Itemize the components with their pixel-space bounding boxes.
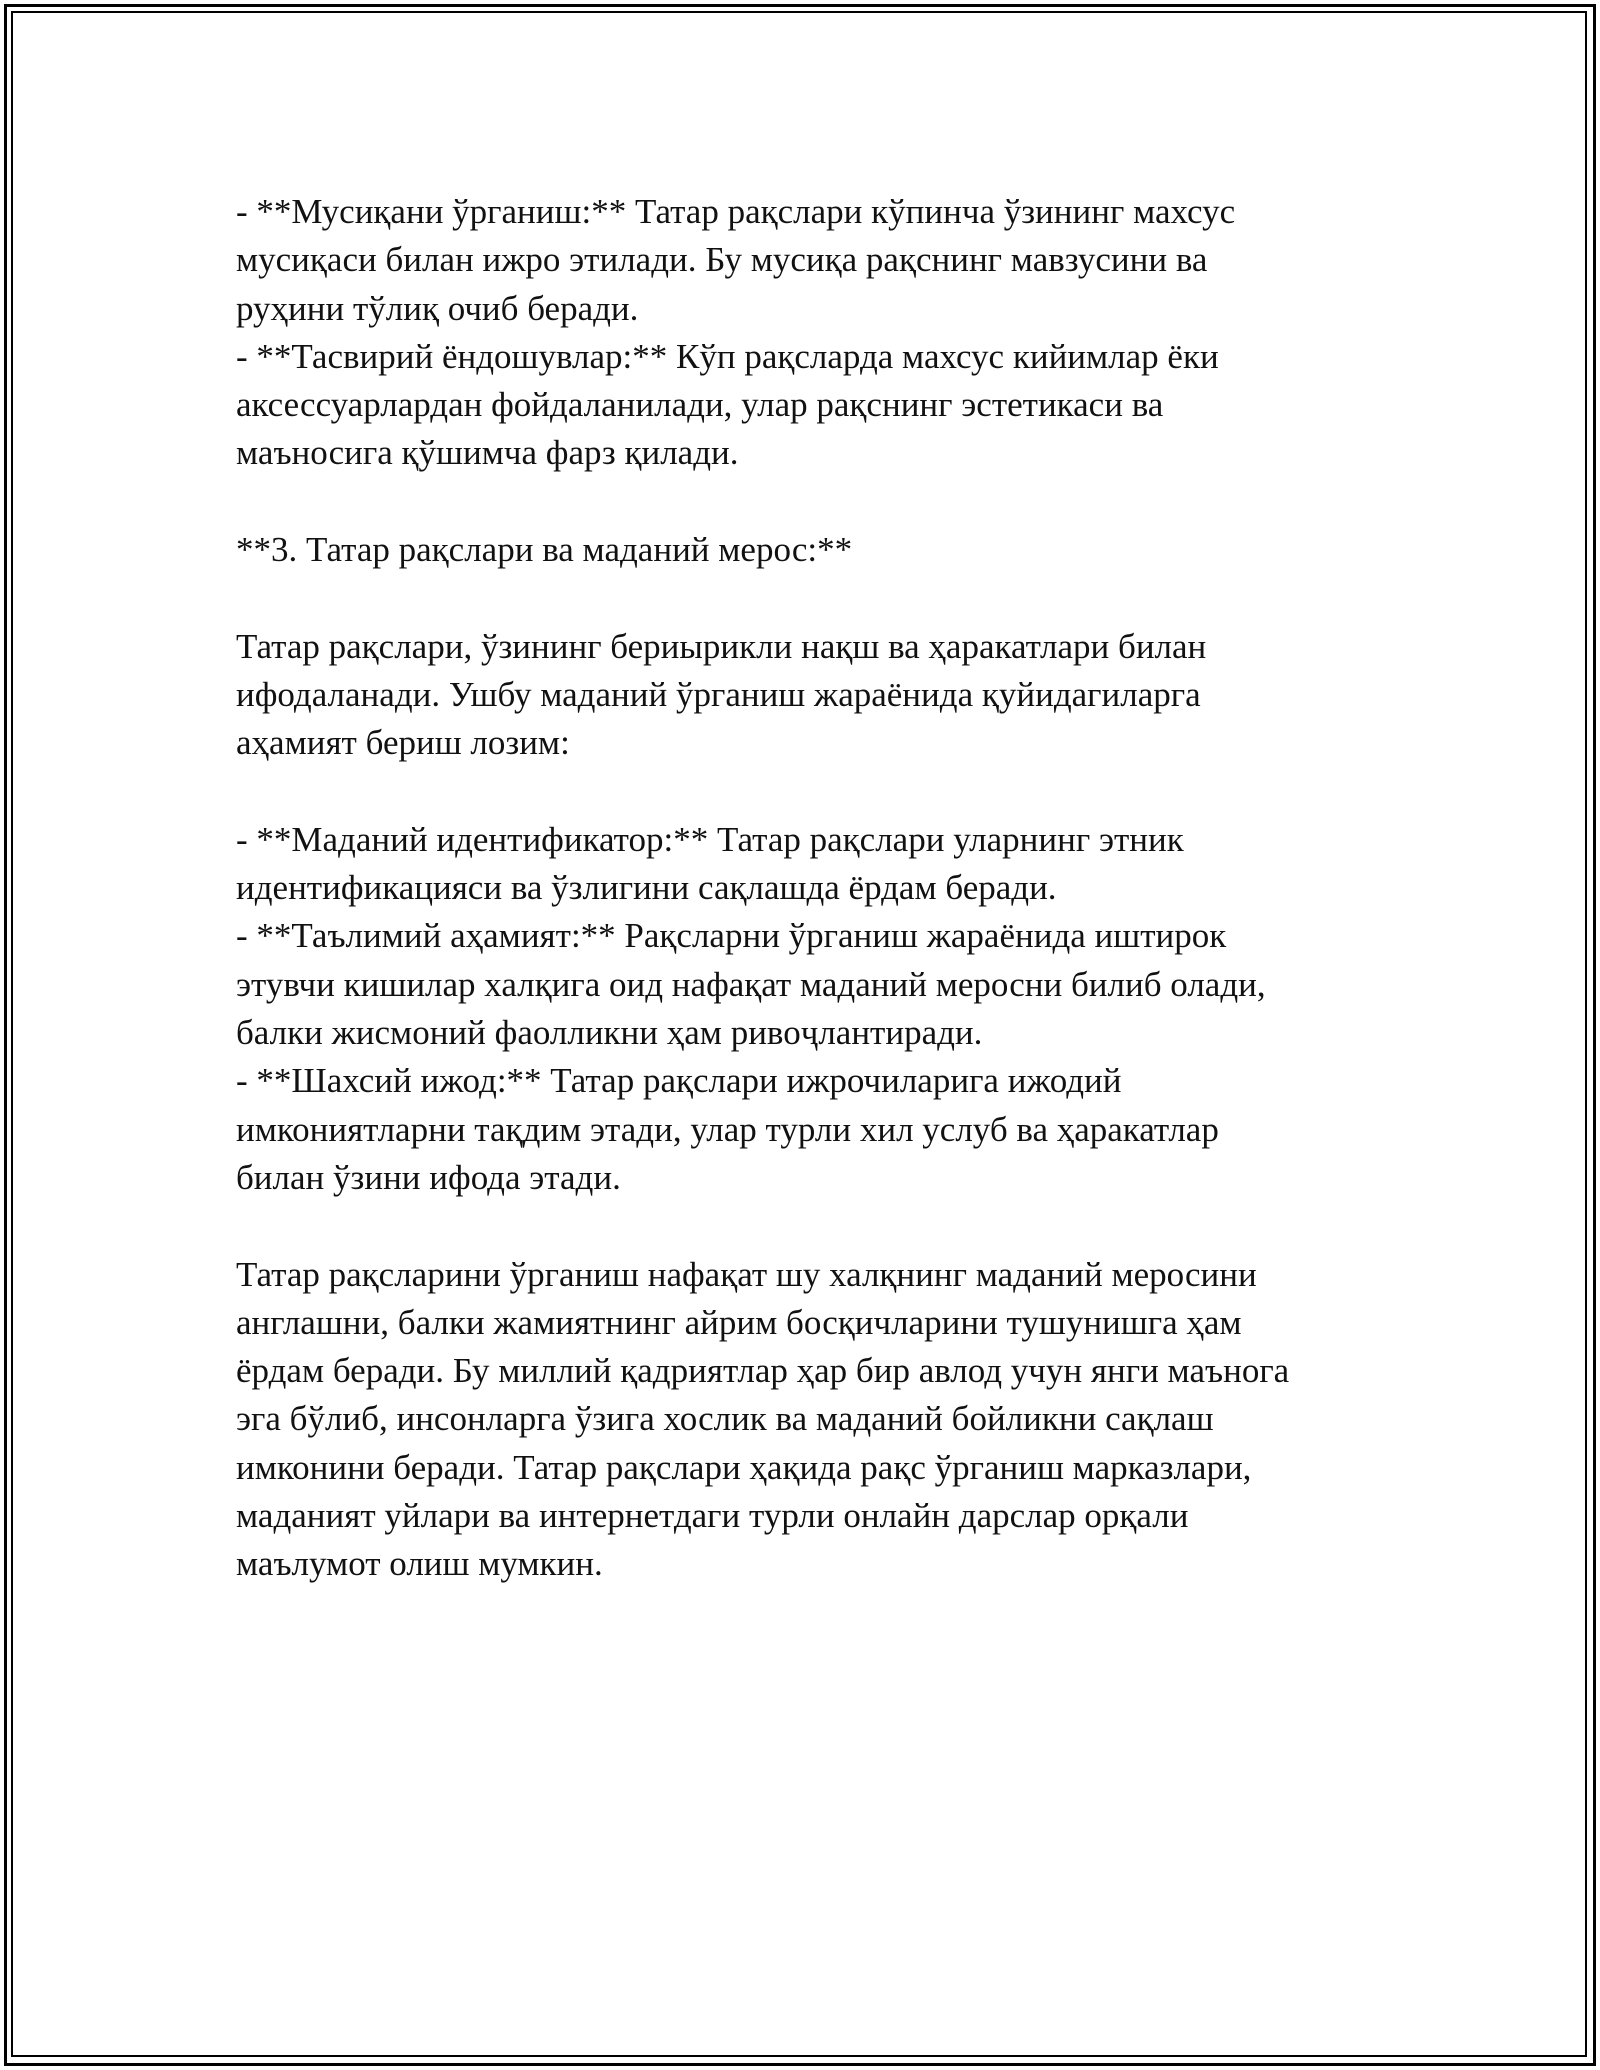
- text-line: Татар рақслари, ўзининг бериырикли нақш ва ҳаракатлари билан: [236, 626, 1207, 666]
- list-item: [236, 333, 1366, 478]
- text-line: руҳини тўлиқ очиб беради.: [236, 288, 639, 328]
- text-line: маъносига қўшимча фарз қилади.: [236, 433, 739, 473]
- text-line: балки жисмоний фаолликни ҳам ривоҷлантиради.: [236, 1013, 983, 1053]
- text-line: - **Мусиқани ўрганиш:** Татар рақслари кўпинча ўзининг махсус: [236, 192, 1236, 231]
- document-body: [236, 188, 1366, 1589]
- text-line: - **Шахсий ижод:** Татар рақслари ижрочиларига ижодий: [236, 1061, 1122, 1101]
- text-line: билан ўзини ифода этади.: [236, 1157, 621, 1197]
- intro-paragraph: [236, 623, 1366, 768]
- text-line: мусиқаси билан ижро этилади. Бу мусиқа рақснинг мавзусини ва: [236, 240, 1208, 280]
- text-line: маданият уйлари ва интернетдаги турли онлайн дарслар орқали: [236, 1496, 1189, 1536]
- text-line: ифодаланади. Ушбу маданий ўрганиш жараёнида қуйидагиларга: [236, 674, 1201, 714]
- conclusion-paragraph: [236, 1251, 1366, 1589]
- text-line: Татар рақсларини ўрганиш нафақат шу халқнинг маданий меросини: [236, 1254, 1257, 1294]
- text-line: - **Маданий идентификатор:** Татар рақслари уларнинг этник: [236, 819, 1184, 859]
- list-item: [236, 912, 1366, 1057]
- section-heading: [236, 526, 1366, 574]
- text-line: идентификацияси ва ўзлигини сақлашда ёрдам беради.: [236, 868, 1057, 908]
- bullet-list-2: [236, 816, 1366, 1202]
- text-line: имкониятларни тақдим этади, улар турли хил услуб ва ҳаракатлар: [236, 1109, 1219, 1149]
- text-line: имконини беради. Татар рақслари ҳақида рақс ўрганиш марказлари,: [236, 1447, 1252, 1487]
- text-line: англашни, балки жамиятнинг айрим босқичларини тушунишга ҳам: [236, 1302, 1242, 1342]
- list-item: [236, 188, 1366, 333]
- text-line: - **Тасвирий ёндошувлар:** Кўп рақсларда махсус кийимлар ёки: [236, 336, 1219, 376]
- text-line: этувчи кишилар халқига оид нафақат маданий меросни билиб олади,: [236, 964, 1266, 1004]
- heading-text: **3. Татар рақслари ва маданий мерос:**: [236, 530, 853, 570]
- text-line: - **Таълимий аҳамият:** Рақсларни ўрганиш жараёнида иштирок: [236, 916, 1227, 956]
- text-line: маълумот олиш мумкин.: [236, 1544, 603, 1584]
- list-item: [236, 1057, 1366, 1202]
- list-item: [236, 816, 1366, 913]
- text-line: ёрдам беради. Бу миллий қадриятлар ҳар бир авлод учун янги маънога: [236, 1351, 1290, 1391]
- text-line: аксессуарлардан фойдаланилади, улар рақснинг эстетикаси ва: [236, 385, 1164, 425]
- text-line: эга бўлиб, инсонларга ўзига хослик ва маданий бойликни сақлаш: [236, 1399, 1214, 1439]
- bullet-list-1: [236, 188, 1366, 478]
- text-line: аҳамият бериш лозим:: [236, 723, 570, 763]
